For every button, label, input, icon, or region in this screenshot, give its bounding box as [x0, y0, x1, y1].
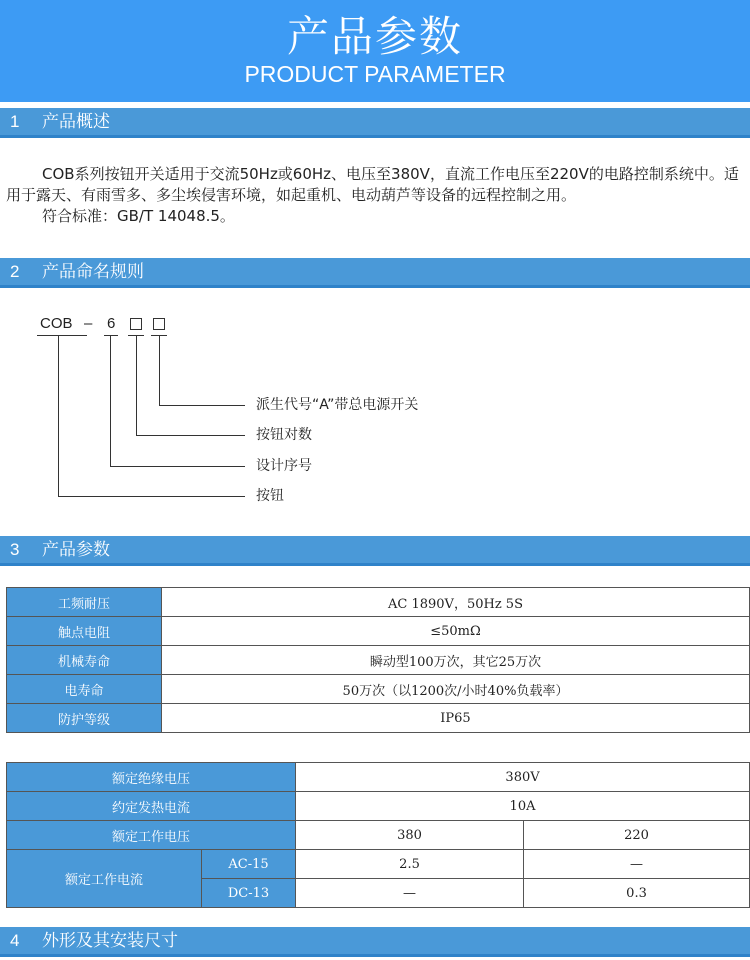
leader-vertical-button	[58, 336, 59, 497]
section-title: 产品概述	[42, 112, 110, 132]
underline-prefix	[37, 335, 87, 336]
section-header-params	[0, 536, 750, 566]
row-label: 额定工作电压	[7, 821, 296, 850]
section-header-naming	[0, 258, 750, 288]
row-value: 380V	[296, 763, 750, 792]
row-label: 工频耐压	[7, 588, 162, 617]
table-row	[7, 617, 750, 646]
section-title: 产品命名规则	[42, 262, 144, 282]
leader-vertical-pairs	[136, 336, 137, 436]
leader-horizontal-derivative	[159, 405, 245, 406]
row-value: 380	[296, 821, 524, 850]
section-number: 3	[10, 540, 20, 559]
section-number: 1	[10, 112, 20, 131]
table-row	[7, 850, 750, 879]
table-row	[7, 763, 750, 792]
page-banner	[0, 0, 750, 102]
naming-label-button: 按钮	[256, 488, 284, 504]
section-header-overview	[0, 108, 750, 138]
leader-horizontal-design	[110, 466, 245, 467]
row-label: 电寿命	[7, 675, 162, 704]
table-row	[7, 588, 750, 617]
table-row	[7, 675, 750, 704]
row-value: —	[524, 850, 750, 879]
section-number: 4	[10, 931, 20, 950]
table-row	[7, 821, 750, 850]
spec-table-electrical	[6, 762, 750, 908]
row-value: ≤50mΩ	[162, 617, 750, 646]
overview-paragraph: COB系列按钮开关适用于交流50Hz或60Hz、电压至380V，直流工作电压至220V的电路控制系统中。适用于露天、有雨雪多、多尘埃侵害环境，如起重机、电动葫芦等设备的远程控制之用。	[6, 165, 739, 204]
row-label: 机械寿命	[7, 646, 162, 675]
row-value: —	[296, 879, 524, 908]
page-subtitle: PRODUCT PARAMETER	[244, 61, 506, 87]
row-label: 防护等级	[7, 704, 162, 733]
row-label: 约定发热电流	[7, 792, 296, 821]
row-label: 触点电阻	[7, 617, 162, 646]
row-value: 2.5	[296, 850, 524, 879]
section-number: 2	[10, 262, 20, 281]
naming-code-prefix: COB	[40, 315, 73, 332]
leader-vertical-derivative	[159, 336, 160, 406]
leader-horizontal-pairs	[136, 435, 245, 436]
row-value: IP65	[162, 704, 750, 733]
row-value: 瞬动型100万次，其它25万次	[162, 646, 750, 675]
spec-table-general	[6, 587, 750, 733]
row-label: 额定工作电流	[7, 850, 202, 908]
row-label: 额定绝缘电压	[7, 763, 296, 792]
naming-label-design: 设计序号	[256, 458, 312, 474]
naming-box-pairs	[130, 318, 142, 330]
standard-paragraph: 符合标准：GB/T 14048.5。	[42, 207, 235, 225]
leader-vertical-design	[110, 336, 111, 467]
overview-text	[6, 164, 746, 227]
naming-dash: –	[84, 315, 93, 332]
table-row	[7, 646, 750, 675]
row-sublabel: AC-15	[202, 850, 296, 879]
naming-label-derivative: 派生代号“A”带总电源开关	[256, 397, 419, 413]
section-header-dimensions	[0, 927, 750, 957]
row-value: 50万次（以1200次/小时40%负载率）	[162, 675, 750, 704]
underline-digit	[104, 335, 118, 336]
section-title: 产品参数	[42, 540, 110, 560]
section-title: 外形及其安装尺寸	[42, 931, 178, 951]
row-value: 10A	[296, 792, 750, 821]
leader-horizontal-button	[58, 496, 245, 497]
row-value: 220	[524, 821, 750, 850]
naming-digit: 6	[107, 315, 116, 332]
naming-diagram	[0, 300, 750, 520]
row-sublabel: DC-13	[202, 879, 296, 908]
page-title: 产品参数	[286, 12, 463, 61]
naming-label-pairs: 按钮对数	[256, 427, 312, 443]
row-value: 0.3	[524, 879, 750, 908]
row-value: AC 1890V，50Hz 5S	[162, 588, 750, 617]
table-row	[7, 792, 750, 821]
table-row	[7, 704, 750, 733]
naming-box-derivative	[153, 318, 165, 330]
